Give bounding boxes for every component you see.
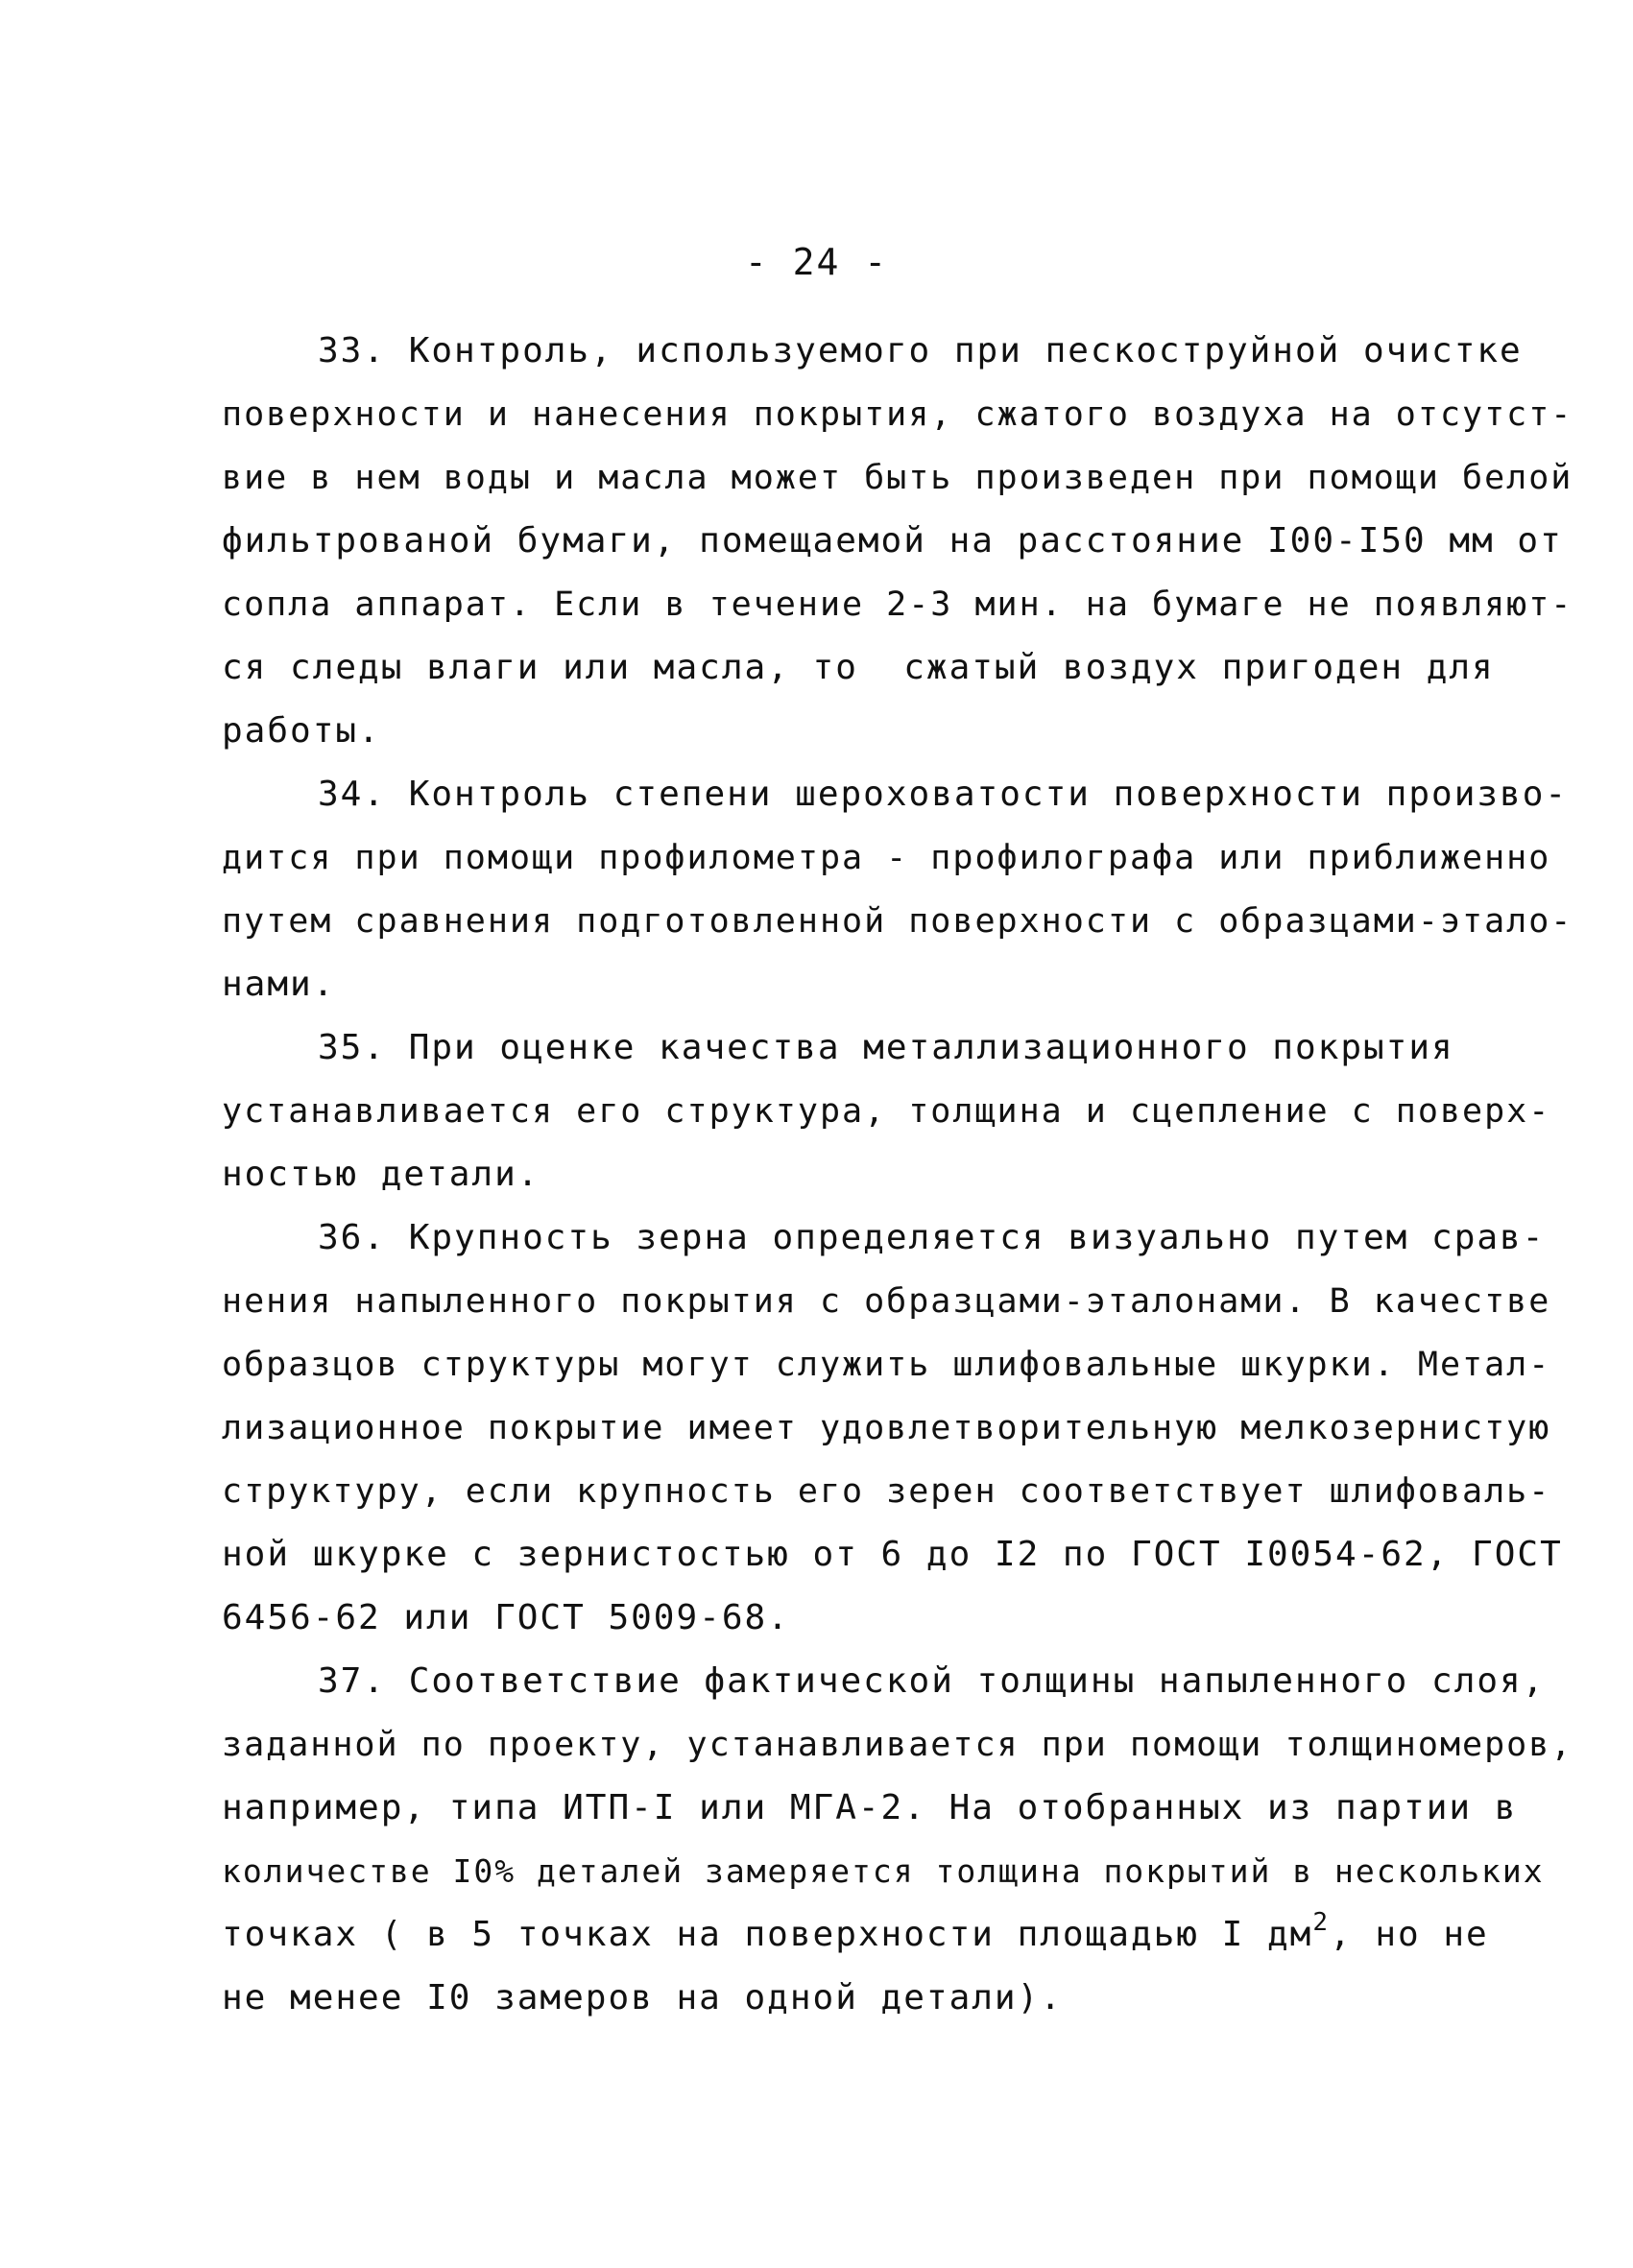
text-line: нения напыленного покрытия с образцами-эталонами. В качестве <box>222 1282 1551 1321</box>
text-line-with-superscript <box>222 1908 1489 1962</box>
text-line: нами. <box>222 965 336 1004</box>
text-line: 6456-62 или ГОСТ 5009-68. <box>222 1598 790 1637</box>
text-line: 35. При оценке качества металлизационного покрытия <box>318 1028 1454 1067</box>
superscript: 2 <box>1312 1908 1330 1937</box>
text-line: путем сравнения подготовленной поверхности с образцами-этало- <box>222 902 1573 941</box>
text-line: фильтрованой бумаги, помещаемой на расстояние I00-I50 мм от <box>222 521 1563 561</box>
text-line: сопла аппарат. Если в течение 2-3 мин. на бумаге не появляют- <box>222 585 1573 624</box>
text-line: структуру, если крупность его зерен соответствует шлифоваль- <box>222 1472 1551 1511</box>
text-line: ной шкурке с зернистостью от 6 до I2 по ГОСТ I0054-62, ГОСТ <box>222 1535 1563 1574</box>
text-line: ностью детали. <box>222 1155 540 1194</box>
text-line: 36. Крупность зерна определяется визуально путем срав- <box>318 1218 1546 1257</box>
text-line: поверхности и нанесения покрытия, сжатого воздуха на отсутст- <box>222 395 1573 434</box>
text-line: дится при помощи профилометра - профилографа или приближенно <box>222 839 1551 877</box>
text-line: лизационное покрытие имеет удовлетворительную мелкозернистую <box>222 1409 1551 1447</box>
page-number: - 24 - <box>744 241 889 283</box>
text-line: работы. <box>222 711 381 751</box>
text-line: образцов структуры могут служить шлифовальные шкурки. Метал- <box>222 1346 1551 1384</box>
text-line: 34. Контроль степени шероховатости поверхности произво- <box>318 775 1569 814</box>
text-line: 37. Соответствие фактической толщины напыленного слоя, <box>318 1661 1546 1701</box>
text-line: устанавливается его структура, толщина и сцепление с поверх- <box>222 1092 1551 1131</box>
text-line: заданной по проекту, устанавливается при помощи толщиномеров, <box>222 1726 1573 1764</box>
text-line: количестве I0% деталей замеряется толщина покрытий в нескольких <box>222 1852 1545 1890</box>
text-line: ся следы влаги или масла, то сжатый воздух пригоден для <box>222 648 1495 687</box>
text-line: 33. Контроль, используемого при пескоструйной очистке <box>318 331 1523 370</box>
text-line-end: , но не <box>1330 1915 1489 1954</box>
text-line-start: точках ( в 5 точках на поверхности площадью I дм <box>222 1915 1313 1954</box>
text-line: например, типа ИТП-I или МГА-2. На отобранных из партии в <box>222 1788 1518 1827</box>
text-line: не менее I0 замеров на одной детали). <box>222 1978 1063 2017</box>
text-line: вие в нем воды и масла может быть произведен при помощи белой <box>222 459 1573 497</box>
